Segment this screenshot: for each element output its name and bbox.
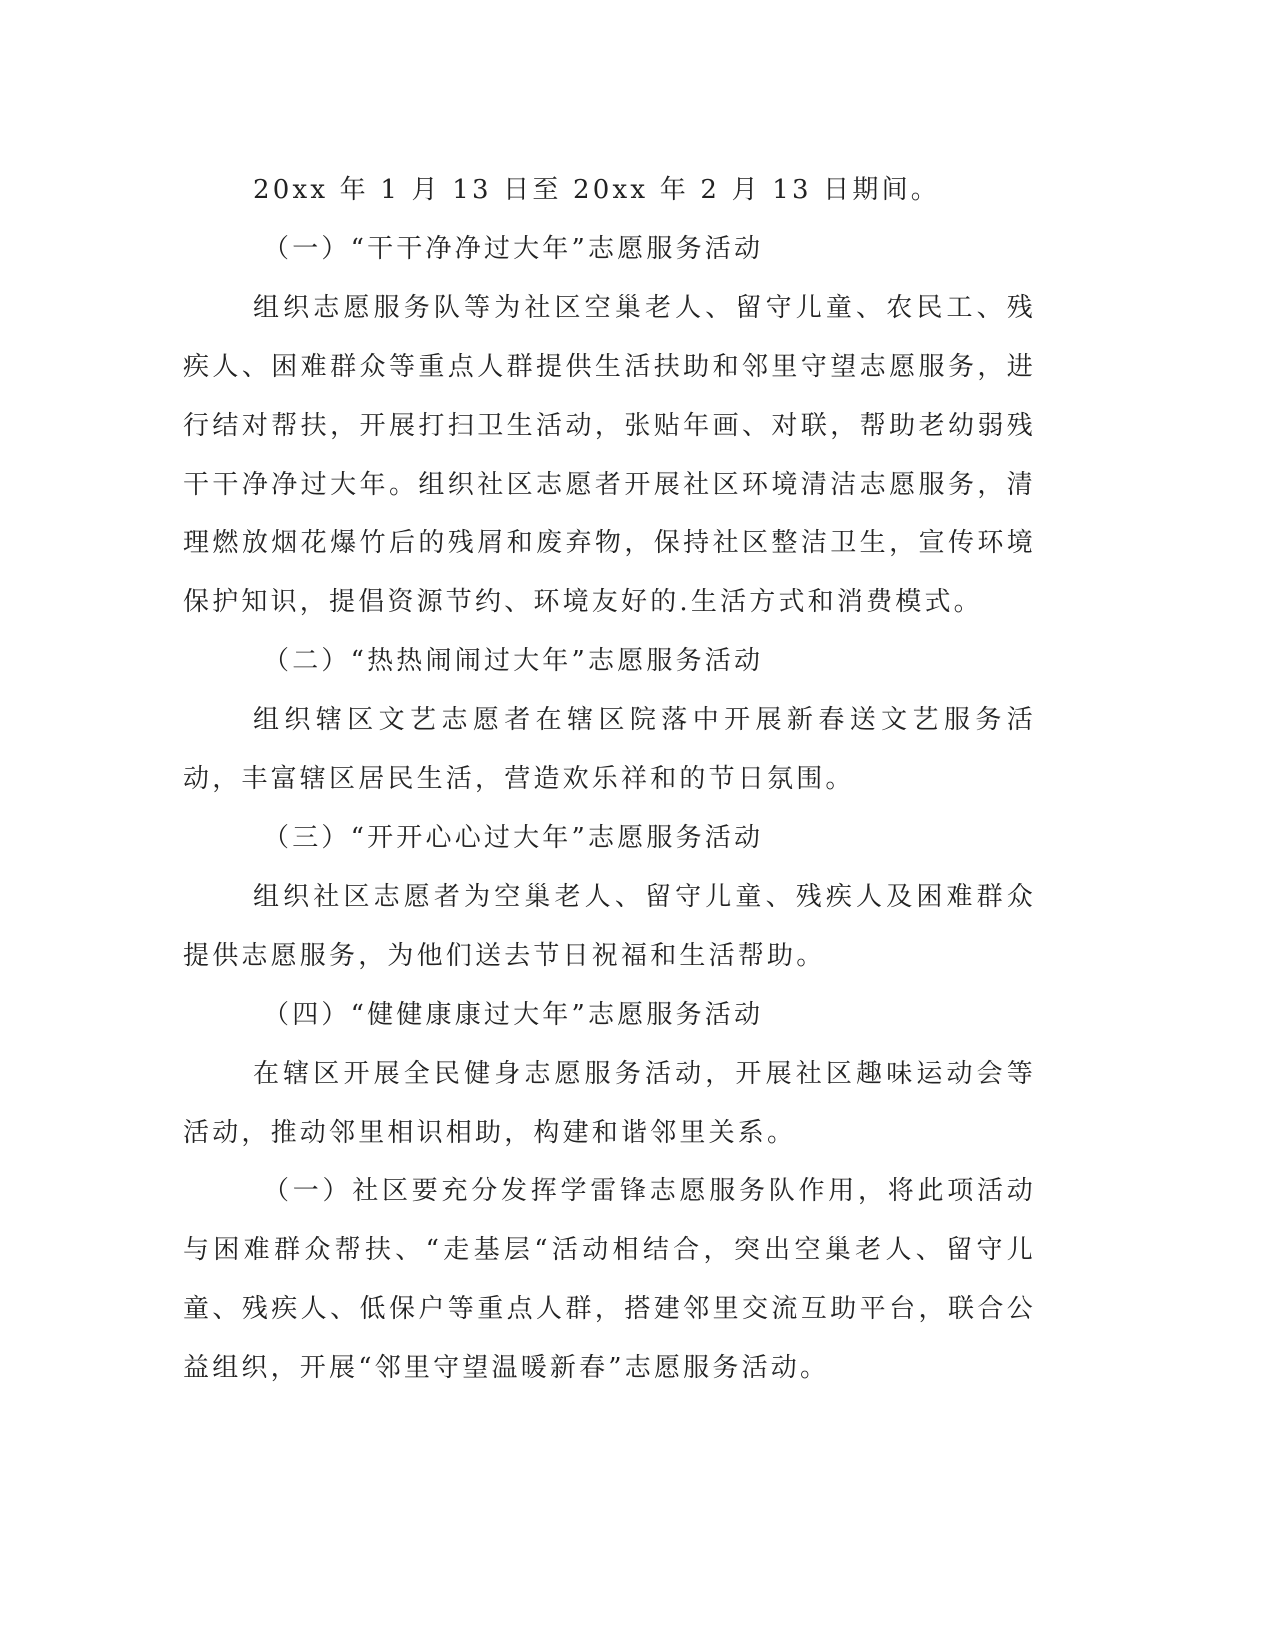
section-body-3: 组织社区志愿者为空巢老人、留守儿童、残疾人及困难群众提供志愿服务，为他们送去节日祝福和生活帮助。 [183, 881, 1036, 971]
requirement-paragraph-1: （一）社区要充分发挥学雷锋志愿服务队作用，将此项活动与困难群众帮扶、“走基层“活动相结合，突出空巢老人、留守儿童、残疾人、低保户等重点人群，搭建邻里交流互助平台，联合公益组织，开展“邻里守望温暖新春”志愿服务活动。 [183, 1176, 1036, 1384]
document-body [183, 161, 1036, 1398]
section-heading-2: （二）“热热闹闹过大年”志愿服务活动 [263, 646, 764, 677]
section-heading-3: （三）“开开心心过大年”志愿服务活动 [263, 822, 764, 853]
section-body-4: 在辖区开展全民健身志愿服务活动，开展社区趣味运动会等活动，推动邻里相识相助，构建和谐邻里关系。 [183, 1058, 1036, 1148]
section-body-1: 组织志愿服务队等为社区空巢老人、留守儿童、农民工、残疾人、困难群众等重点人群提供生活扶助和邻里守望志愿服务，进行结对帮扶，开展打扫卫生活动，张贴年画、对联，帮助老幼弱残干干净净过大年。组织社区志愿者开展社区环境清洁志愿服务，清理燃放烟花爆竹后的残屑和废弃物，保持社区整洁卫生，宣传环境保护知识，提倡资源节约、环境友好的.生活方式和消费模式。 [183, 292, 1036, 618]
section-heading-1: （一）“干干净净过大年”志愿服务活动 [263, 233, 764, 264]
section-heading-4: （四）“健健康康过大年”志愿服务活动 [263, 999, 764, 1030]
section-body-2: 组织辖区文艺志愿者在辖区院落中开展新春送文艺服务活动，丰富辖区居民生活，营造欢乐祥和的节日氛围。 [183, 705, 1036, 795]
period-paragraph: 20xx 年 1 月 13 日至 20xx 年 2 月 13 日期间。 [253, 175, 940, 205]
